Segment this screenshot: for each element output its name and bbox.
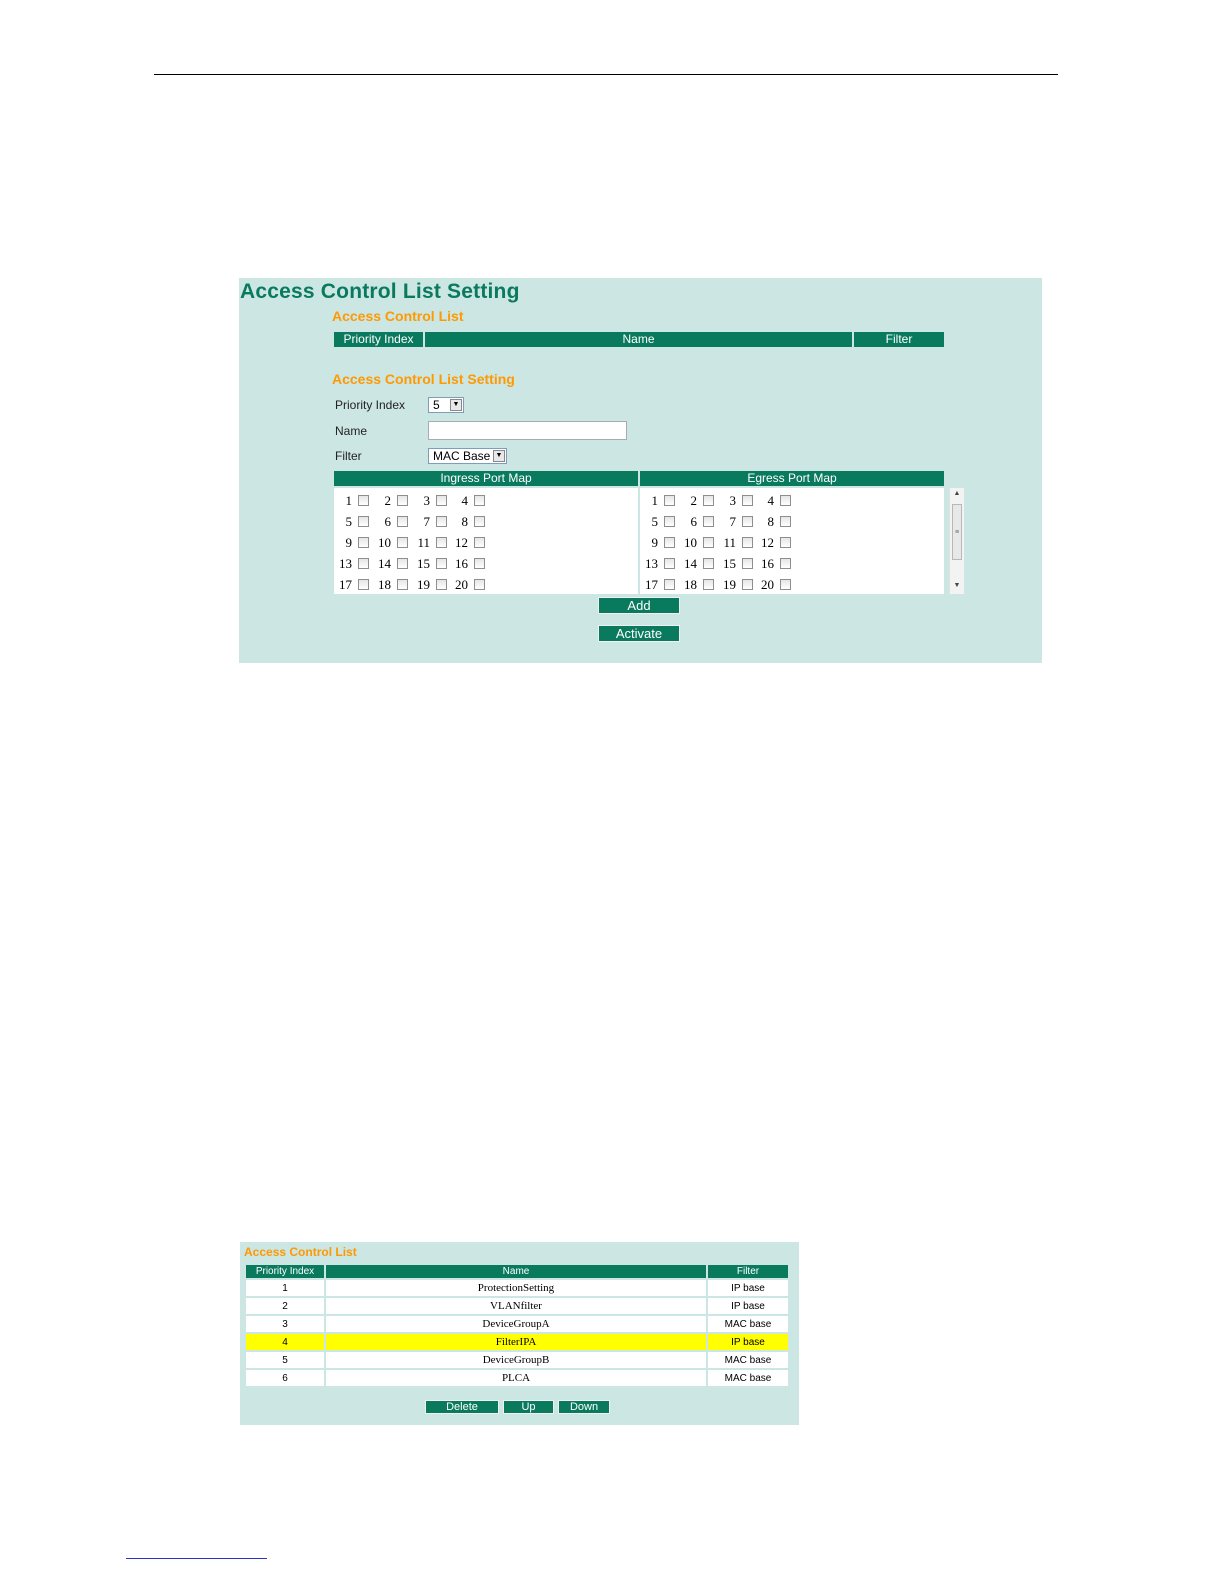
egress-port-checkbox[interactable] [703, 558, 714, 569]
ingress-port-label: 10 [378, 535, 391, 550]
col-name: Name [326, 1265, 708, 1278]
filter-cell: MAC base [708, 1368, 788, 1386]
egress-port-label: 13 [645, 556, 658, 571]
ingress-port-checkbox[interactable] [358, 558, 369, 569]
filter-cell: MAC base [708, 1314, 788, 1332]
ingress-port-checkbox[interactable] [474, 579, 485, 590]
ingress-port-label: 13 [339, 556, 352, 571]
priority-index-cell: 1 [246, 1278, 326, 1296]
table-row[interactable] [246, 1296, 788, 1314]
egress-port-label: 4 [767, 493, 774, 508]
ingress-port-checkbox[interactable] [397, 495, 408, 506]
filter-label: Filter [335, 449, 362, 463]
egress-port-label: 15 [723, 556, 736, 571]
port-map-header [334, 471, 944, 486]
ingress-port-checkbox[interactable] [397, 516, 408, 527]
egress-port-label: 1 [651, 493, 658, 508]
ingress-port-checkbox[interactable] [474, 537, 485, 548]
egress-port-label: 18 [684, 577, 697, 592]
port-map-area [334, 488, 944, 594]
ingress-port-label: 9 [345, 535, 352, 550]
acl-setting-section-title: Access Control List Setting [332, 371, 515, 387]
acl-list-panel [240, 1242, 799, 1425]
ingress-port-checkbox[interactable] [397, 537, 408, 548]
ingress-port-label: 5 [345, 514, 352, 529]
priority-index-cell: 3 [246, 1314, 326, 1332]
activate-button[interactable]: Activate [598, 625, 680, 642]
egress-port-checkbox[interactable] [664, 579, 675, 590]
egress-port-checkbox[interactable] [780, 537, 791, 548]
ingress-port-checkbox[interactable] [474, 495, 485, 506]
priority-index-label: Priority Index [335, 398, 406, 412]
ingress-port-label: 14 [378, 556, 391, 571]
name-cell: PLCA [326, 1368, 708, 1386]
name-cell: DeviceGroupB [326, 1350, 708, 1368]
egress-port-label: 2 [690, 493, 697, 508]
egress-port-label: 9 [651, 535, 658, 550]
egress-port-label: 16 [761, 556, 774, 571]
egress-port-checkbox[interactable] [780, 579, 791, 590]
egress-port-checkbox[interactable] [703, 537, 714, 548]
egress-port-label: 20 [761, 577, 774, 592]
ingress-port-checkbox[interactable] [474, 558, 485, 569]
col-priority-index: Priority Index [334, 332, 425, 347]
ingress-port-label: 2 [384, 493, 391, 508]
egress-port-label: 8 [767, 514, 774, 529]
ingress-port-label: 12 [455, 535, 468, 550]
egress-port-checkbox[interactable] [664, 495, 675, 506]
col-filter: Filter [854, 332, 944, 347]
ingress-port-map-header: Ingress Port Map [334, 471, 640, 486]
col-filter: Filter [708, 1265, 788, 1278]
priority-index-cell: 4 [246, 1332, 326, 1350]
egress-port-label: 5 [651, 514, 658, 529]
add-button[interactable]: Add [598, 597, 680, 614]
ingress-port-checkbox[interactable] [436, 558, 447, 569]
ingress-port-label: 18 [378, 577, 391, 592]
ingress-port-label: 4 [461, 493, 468, 508]
scroll-thumb[interactable]: ≡ [952, 504, 962, 560]
ingress-port-checkbox[interactable] [397, 579, 408, 590]
filter-cell: IP base [708, 1296, 788, 1314]
egress-port-map-header: Egress Port Map [640, 471, 944, 486]
egress-port-label: 14 [684, 556, 697, 571]
priority-index-cell: 5 [246, 1350, 326, 1368]
ingress-port-checkbox[interactable] [358, 495, 369, 506]
page-header-rule [154, 74, 1058, 75]
ingress-port-checkbox[interactable] [397, 558, 408, 569]
delete-button[interactable]: Delete [425, 1400, 499, 1414]
table-row[interactable] [246, 1278, 788, 1296]
acl-list-header [334, 332, 944, 347]
egress-port-checkbox[interactable] [742, 516, 753, 527]
scroll-up-icon[interactable]: ▲ [953, 490, 961, 497]
acl-table [246, 1265, 788, 1386]
egress-port-label: 7 [729, 514, 736, 529]
acl-list-title: Access Control List [244, 1245, 357, 1259]
name-cell: VLANfilter [326, 1296, 708, 1314]
priority-index-select[interactable] [428, 397, 464, 413]
ingress-port-label: 19 [417, 577, 430, 592]
table-row[interactable] [246, 1332, 788, 1350]
name-label: Name [335, 424, 368, 438]
egress-port-label: 3 [729, 493, 736, 508]
ingress-port-label: 15 [417, 556, 430, 571]
name-cell: FilterIPA [326, 1332, 708, 1350]
egress-port-checkbox[interactable] [780, 495, 791, 506]
ingress-port-label: 8 [461, 514, 468, 529]
ingress-port-label: 1 [345, 493, 352, 508]
egress-port-label: 19 [723, 577, 736, 592]
ingress-port-checkbox[interactable] [474, 516, 485, 527]
ingress-port-label: 16 [455, 556, 468, 571]
ingress-port-label: 17 [339, 577, 352, 592]
name-input[interactable] [428, 421, 627, 440]
ingress-port-label: 20 [455, 577, 468, 592]
ingress-port-label: 6 [384, 514, 391, 529]
filter-select[interactable] [428, 448, 507, 464]
egress-port-checkbox[interactable] [664, 558, 675, 569]
col-priority-index: Priority Index [246, 1265, 326, 1278]
chevron-down-icon: ▼ [493, 450, 505, 462]
filter-value: MAC Base [433, 449, 491, 463]
egress-port-checkbox[interactable] [703, 579, 714, 590]
down-button[interactable]: Down [558, 1400, 610, 1414]
table-row[interactable] [246, 1314, 788, 1332]
acl-list-section-title: Access Control List [332, 308, 464, 324]
ingress-port-checkbox[interactable] [358, 537, 369, 548]
filter-cell: IP base [708, 1332, 788, 1350]
ingress-port-checkbox[interactable] [358, 516, 369, 527]
acl-setting-panel [239, 278, 1042, 663]
egress-port-label: 12 [761, 535, 774, 550]
ingress-port-checkbox[interactable] [436, 579, 447, 590]
egress-port-checkbox[interactable] [742, 558, 753, 569]
egress-port-checkbox[interactable] [742, 495, 753, 506]
chevron-down-icon: ▼ [450, 399, 462, 411]
ingress-port-checkbox[interactable] [358, 579, 369, 590]
priority-index-cell: 6 [246, 1368, 326, 1386]
ingress-port-label: 11 [417, 535, 430, 550]
footer-link-underline [126, 1558, 267, 1559]
page-title: Access Control List Setting [240, 280, 520, 303]
ingress-port-checkbox[interactable] [436, 537, 447, 548]
ingress-port-checkbox[interactable] [436, 516, 447, 527]
ingress-port-label: 7 [423, 514, 430, 529]
egress-port-checkbox[interactable] [664, 537, 675, 548]
priority-index-cell: 2 [246, 1296, 326, 1314]
egress-port-label: 11 [723, 535, 736, 550]
egress-port-checkbox[interactable] [780, 516, 791, 527]
table-row[interactable] [246, 1368, 788, 1386]
egress-port-label: 17 [645, 577, 658, 592]
table-row[interactable] [246, 1350, 788, 1368]
egress-port-checkbox[interactable] [664, 516, 675, 527]
egress-port-checkbox[interactable] [703, 495, 714, 506]
egress-port-checkbox[interactable] [742, 537, 753, 548]
filter-cell: IP base [708, 1278, 788, 1296]
port-map-scrollbar[interactable] [949, 488, 964, 594]
egress-port-label: 6 [690, 514, 697, 529]
egress-port-checkbox[interactable] [780, 558, 791, 569]
filter-cell: MAC base [708, 1350, 788, 1368]
ingress-port-checkbox[interactable] [436, 495, 447, 506]
name-cell: DeviceGroupA [326, 1314, 708, 1332]
up-button[interactable]: Up [503, 1400, 554, 1414]
egress-port-checkbox[interactable] [742, 579, 753, 590]
egress-port-label: 10 [684, 535, 697, 550]
ingress-port-label: 3 [423, 493, 430, 508]
egress-port-checkbox[interactable] [703, 516, 714, 527]
scroll-down-icon[interactable]: ▼ [953, 582, 961, 589]
name-cell: ProtectionSetting [326, 1278, 708, 1296]
col-name: Name [425, 332, 854, 347]
priority-index-value: 5 [433, 398, 440, 412]
